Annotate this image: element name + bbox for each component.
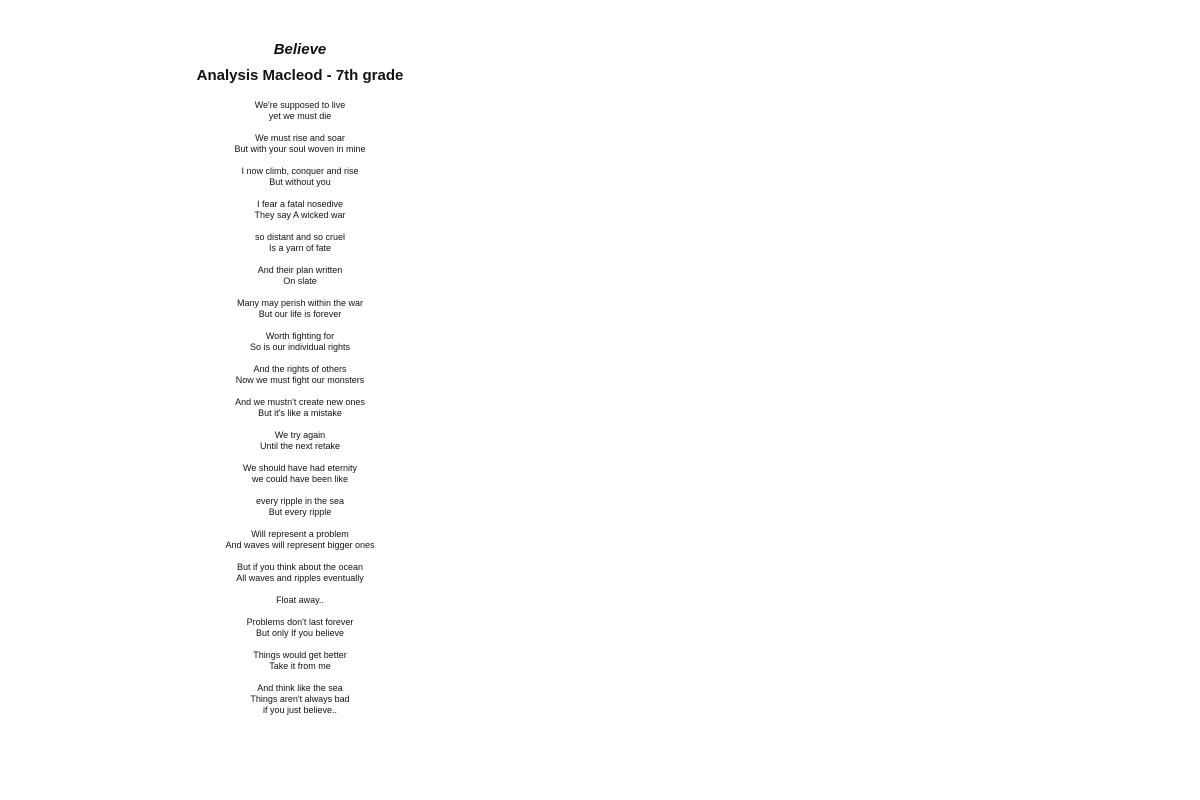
poem-line: Things aren't always bad bbox=[250, 694, 350, 704]
poem-stanza bbox=[150, 430, 450, 452]
poem-line: And waves will represent bigger ones bbox=[225, 540, 375, 550]
poem-line: every ripple in the sea bbox=[255, 496, 345, 506]
poem-stanza bbox=[150, 617, 450, 639]
poem-stanza bbox=[150, 265, 450, 287]
poem-line: yet we must die bbox=[268, 111, 332, 121]
poem-line: We're supposed to live bbox=[254, 100, 346, 110]
poem-stanza bbox=[150, 463, 450, 485]
poem-line: Things would get better bbox=[253, 650, 347, 660]
poem-stanza bbox=[150, 397, 450, 419]
poem-line: But with your soul woven in mine bbox=[234, 144, 366, 154]
poem-line: And the rights of others bbox=[253, 364, 347, 374]
poem-title: Believe bbox=[273, 41, 327, 58]
poem-stanza bbox=[150, 529, 450, 551]
poem-line: we could have been like bbox=[251, 474, 349, 484]
poem-line: Until the next retake bbox=[259, 441, 341, 451]
poem-line: On slate bbox=[283, 276, 317, 286]
poem-line: And think like the sea bbox=[257, 683, 343, 693]
poem-body bbox=[150, 100, 450, 716]
poem-stanza bbox=[150, 298, 450, 320]
poem-line: But only If you believe bbox=[255, 628, 345, 638]
poem-line: But it's like a mistake bbox=[258, 408, 342, 418]
poem-line: Take it from me bbox=[269, 661, 331, 671]
poem-stanza bbox=[150, 683, 450, 716]
poem-stanza bbox=[150, 199, 450, 221]
poem-stanza bbox=[150, 595, 450, 606]
poem-line: Will represent a problem bbox=[251, 529, 349, 539]
poem-line: So is our individual rights bbox=[249, 342, 351, 352]
poem-stanza bbox=[150, 496, 450, 518]
poem-line: Worth fighting for bbox=[265, 331, 335, 341]
poem-stanza bbox=[150, 364, 450, 386]
poem-line: so distant and so cruel bbox=[254, 232, 346, 242]
poem-stanza bbox=[150, 650, 450, 672]
poem-line: All waves and ripples eventually bbox=[236, 573, 364, 583]
poem-line: They say A wicked war bbox=[254, 210, 346, 220]
poem-stanza bbox=[150, 100, 450, 122]
document bbox=[150, 40, 450, 727]
poem-line: if you just believe.. bbox=[262, 705, 338, 715]
poem-line: Problems don't last forever bbox=[246, 617, 354, 627]
poem-line: Float away.. bbox=[276, 595, 324, 605]
poem-stanza bbox=[150, 166, 450, 188]
poem-line: I now climb, conquer and rise bbox=[241, 166, 359, 176]
poem-line: Is a yarn of fate bbox=[268, 243, 332, 253]
poem-line: We try again bbox=[274, 430, 326, 440]
poem-line: We must rise and soar bbox=[255, 133, 345, 143]
poem-line: But if you think about the ocean bbox=[236, 562, 364, 572]
poem-line: But without you bbox=[269, 177, 331, 187]
poem-stanza bbox=[150, 331, 450, 353]
poem-line: Many may perish within the war bbox=[236, 298, 364, 308]
poem-stanza bbox=[150, 562, 450, 584]
poem-line: And we mustn't create new ones bbox=[235, 397, 365, 407]
poem-line: But our life is forever bbox=[258, 309, 342, 319]
poem-line: And their plan written bbox=[257, 265, 343, 275]
poem-stanza bbox=[150, 133, 450, 155]
poem-line: But every ripple bbox=[268, 507, 332, 517]
poem-line: Now we must fight our monsters bbox=[235, 375, 365, 385]
poem-stanza bbox=[150, 232, 450, 254]
poem-line: We should have had eternity bbox=[243, 463, 357, 473]
poem-line: I fear a fatal nosedive bbox=[256, 199, 344, 209]
author-line: Analysis Macleod - 7th grade bbox=[196, 67, 404, 84]
